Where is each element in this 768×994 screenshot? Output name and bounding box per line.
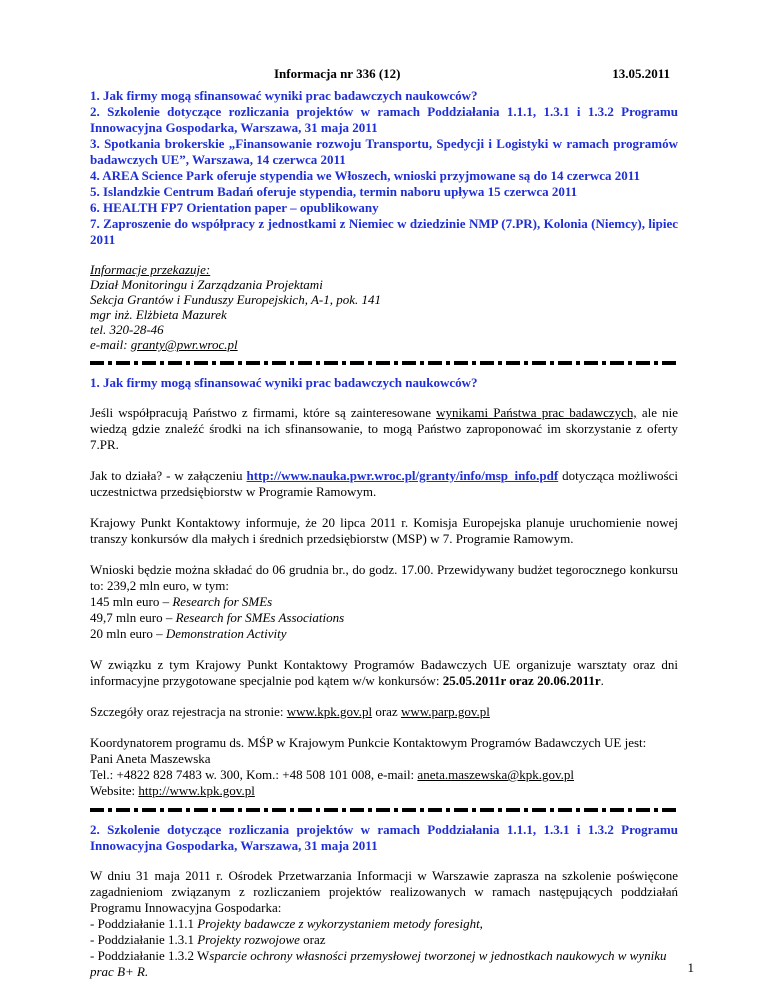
text: Demonstration Activity	[165, 626, 287, 641]
contact-heading: Informacje przekazuje:	[90, 262, 211, 277]
text: Research for SMEs	[172, 594, 273, 609]
text: 49,7 mln euro –	[90, 610, 176, 625]
coordinator-block	[90, 735, 678, 799]
bulletin-title: Informacja nr 336 (12)	[274, 66, 401, 81]
budget-block	[90, 562, 678, 642]
underlined-text: wynikami Państwa prac badawczych,	[436, 405, 637, 420]
text: - Poddziałanie 1.3.1	[90, 932, 198, 947]
section-1-paragraph	[90, 468, 678, 500]
coordinator-line: Koordynatorem programu ds. MŚP w Krajowym Punkcie Kontaktowym Programów Badawczych UE jest:	[90, 735, 647, 750]
text: W związku z tym Krajowy Punkt Kontaktowy Programów Badawczych UE organizuje warsztaty oraz dni informacyjne przygotowane specjalnie pod kątem w/w konkursów:	[90, 657, 678, 688]
section-1-paragraph: Krajowy Punkt Kontaktowy informuje, że 20 lipca 2011 r. Komisja Europejska planuje uruchomienie nowej transzy konkursów dla małych i średnich przedsiębiorstw (MSP) w 7. Programie Ramowym.	[90, 515, 678, 546]
text: Jak to działa? - w załączeniu	[90, 468, 247, 483]
contact-dept: Dział Monitoringu i Zarządzania Projektami	[90, 277, 323, 292]
budget-item	[90, 610, 678, 626]
section-1-paragraph	[90, 657, 678, 689]
section-divider	[90, 808, 678, 812]
toc-item[interactable]: 7. Zaproszenie do współpracy z jednostkami z Niemiec w dziedzinie NMP (7.PR), Kolonia (Niemcy), lipiec 2011	[90, 216, 678, 247]
text: - Poddziałanie 1.1.1	[90, 916, 198, 931]
contact-email-link[interactable]: granty@pwr.wroc.pl	[130, 337, 238, 352]
text: ale nie wiedzą gdzie znaleźć środki na ich sfinansowanie, to mogą Państwo zaproponować im skorzystanie z oferty 7.PR.	[90, 405, 678, 452]
contact-person: mgr inż. Elżbieta Mazurek	[90, 307, 227, 322]
contact-email-line	[90, 337, 678, 352]
coordinator-email-link[interactable]: aneta.maszewska@kpk.gov.pl	[417, 767, 575, 782]
text: - Poddziałanie 1.3.2 W	[90, 948, 210, 963]
parp-link[interactable]: www.parp.gov.pl	[400, 704, 490, 719]
text: Website:	[90, 783, 139, 798]
text: sparcie ochrony własności przemysłowej tworzonej w jednostkach naukowych w wyniku prac B+ R.	[90, 948, 667, 979]
msp-info-link[interactable]: http://www.nauka.pwr.wroc.pl/granty/info/msp_info.pdf	[246, 468, 559, 483]
page-number: 1	[687, 960, 694, 975]
kpk-website-link[interactable]: http://www.kpk.gov.pl	[138, 783, 255, 798]
budget-intro: Wnioski będzie można składać do 06 grudnia br., do godz. 17.00. Przewidywany budżet tegorocznego konkursu to: 239,2 mln euro, w tym:	[90, 562, 678, 593]
text: Projekty badawcze z wykorzystaniem metody foresight,	[197, 916, 483, 931]
coordinator-contact	[90, 767, 678, 783]
text: oraz	[372, 704, 401, 719]
contact-block	[90, 262, 678, 352]
section-divider	[90, 361, 678, 365]
email-label: e-mail:	[90, 337, 131, 352]
toc-item[interactable]: 4. AREA Science Park oferuje stypendia we Włoszech, wnioski przyjmowane są do 14 czerwca 2011	[90, 168, 641, 183]
text: Projekty rozwojowe	[197, 932, 300, 947]
list-item	[90, 932, 678, 948]
kpk-link[interactable]: www.kpk.gov.pl	[286, 704, 373, 719]
toc-item[interactable]: 6. HEALTH FP7 Orientation paper – opublikowany	[90, 200, 379, 215]
toc-item[interactable]: 3. Spotkania brokerskie „Finansowanie rozwoju Transportu, Spedycji i Logistyki w ramach programów badawczych UE”, Warszawa, 14 czerwca 2011	[90, 136, 678, 167]
header	[90, 58, 678, 82]
section-2-paragraph: W dniu 31 maja 2011 r. Ośrodek Przetwarzania Informacji w Warszawie zaprasza na szkolenie poświęcone zagadnieniom związanym z rozliczaniem projektów realizowanych w ramach następujących poddziałań Programu Innowacyjna Gospodarka:	[90, 868, 678, 915]
text: oraz	[299, 932, 326, 947]
coordinator-website	[90, 783, 678, 799]
budget-item	[90, 626, 678, 642]
budget-item	[90, 594, 678, 610]
text: Tel.: +4822 828 7483 w. 300, Kom.: +48 508 101 008, e-mail:	[90, 767, 418, 782]
text: 145 mln euro –	[90, 594, 173, 609]
text: dotycząca możliwości uczestnictwa przedsiębiorstw w Programie Ramowym.	[90, 468, 678, 499]
text: .	[600, 673, 604, 688]
toc-item[interactable]: 1. Jak firmy mogą sfinansować wyniki prac badawczych naukowców?	[90, 88, 478, 103]
text: Szczegóły oraz rejestracja na stronie:	[90, 704, 287, 719]
contact-section: Sekcja Grantów i Funduszy Europejskich, A-1, pok. 141	[90, 292, 382, 307]
text: Jeśli współpracują Państwo z firmami, które są zainteresowane	[90, 405, 437, 420]
list-item	[90, 916, 678, 932]
contact-tel: tel. 320-28-46	[90, 322, 164, 337]
text: Research for SMEs Associations	[175, 610, 345, 625]
section-1-paragraph	[90, 704, 678, 720]
dates: 25.05.2011r oraz 20.06.2011r	[442, 673, 601, 688]
text: 20 mln euro –	[90, 626, 166, 641]
bulletin-date: 13.05.2011	[612, 66, 670, 81]
section-1-paragraph	[90, 405, 678, 453]
section-2-title: 2. Szkolenie dotyczące rozliczania projektów w ramach Poddziałania 1.1.1, 1.3.1 i 1.3.2 Programu Innowacyjna Gospodarka, Warszawa, 31 maja 2011	[90, 822, 678, 853]
toc-item[interactable]: 5. Islandzkie Centrum Badań oferuje stypendia, termin naboru upływa 15 czerwca 2011	[90, 184, 578, 199]
table-of-contents	[90, 88, 678, 248]
list-item	[90, 948, 678, 980]
coordinator-name: Pani Aneta Maszewska	[90, 751, 211, 766]
section-2-body	[90, 868, 678, 980]
toc-item[interactable]: 2. Szkolenie dotyczące rozliczania projektów w ramach Poddziałania 1.1.1, 1.3.1 i 1.3.2 Programu Innowacyjna Gospodarka, Warszawa, 31 maja 2011	[90, 104, 678, 135]
section-1-title: 1. Jak firmy mogą sfinansować wyniki prac badawczych naukowców?	[90, 375, 478, 390]
document-page	[90, 58, 678, 980]
